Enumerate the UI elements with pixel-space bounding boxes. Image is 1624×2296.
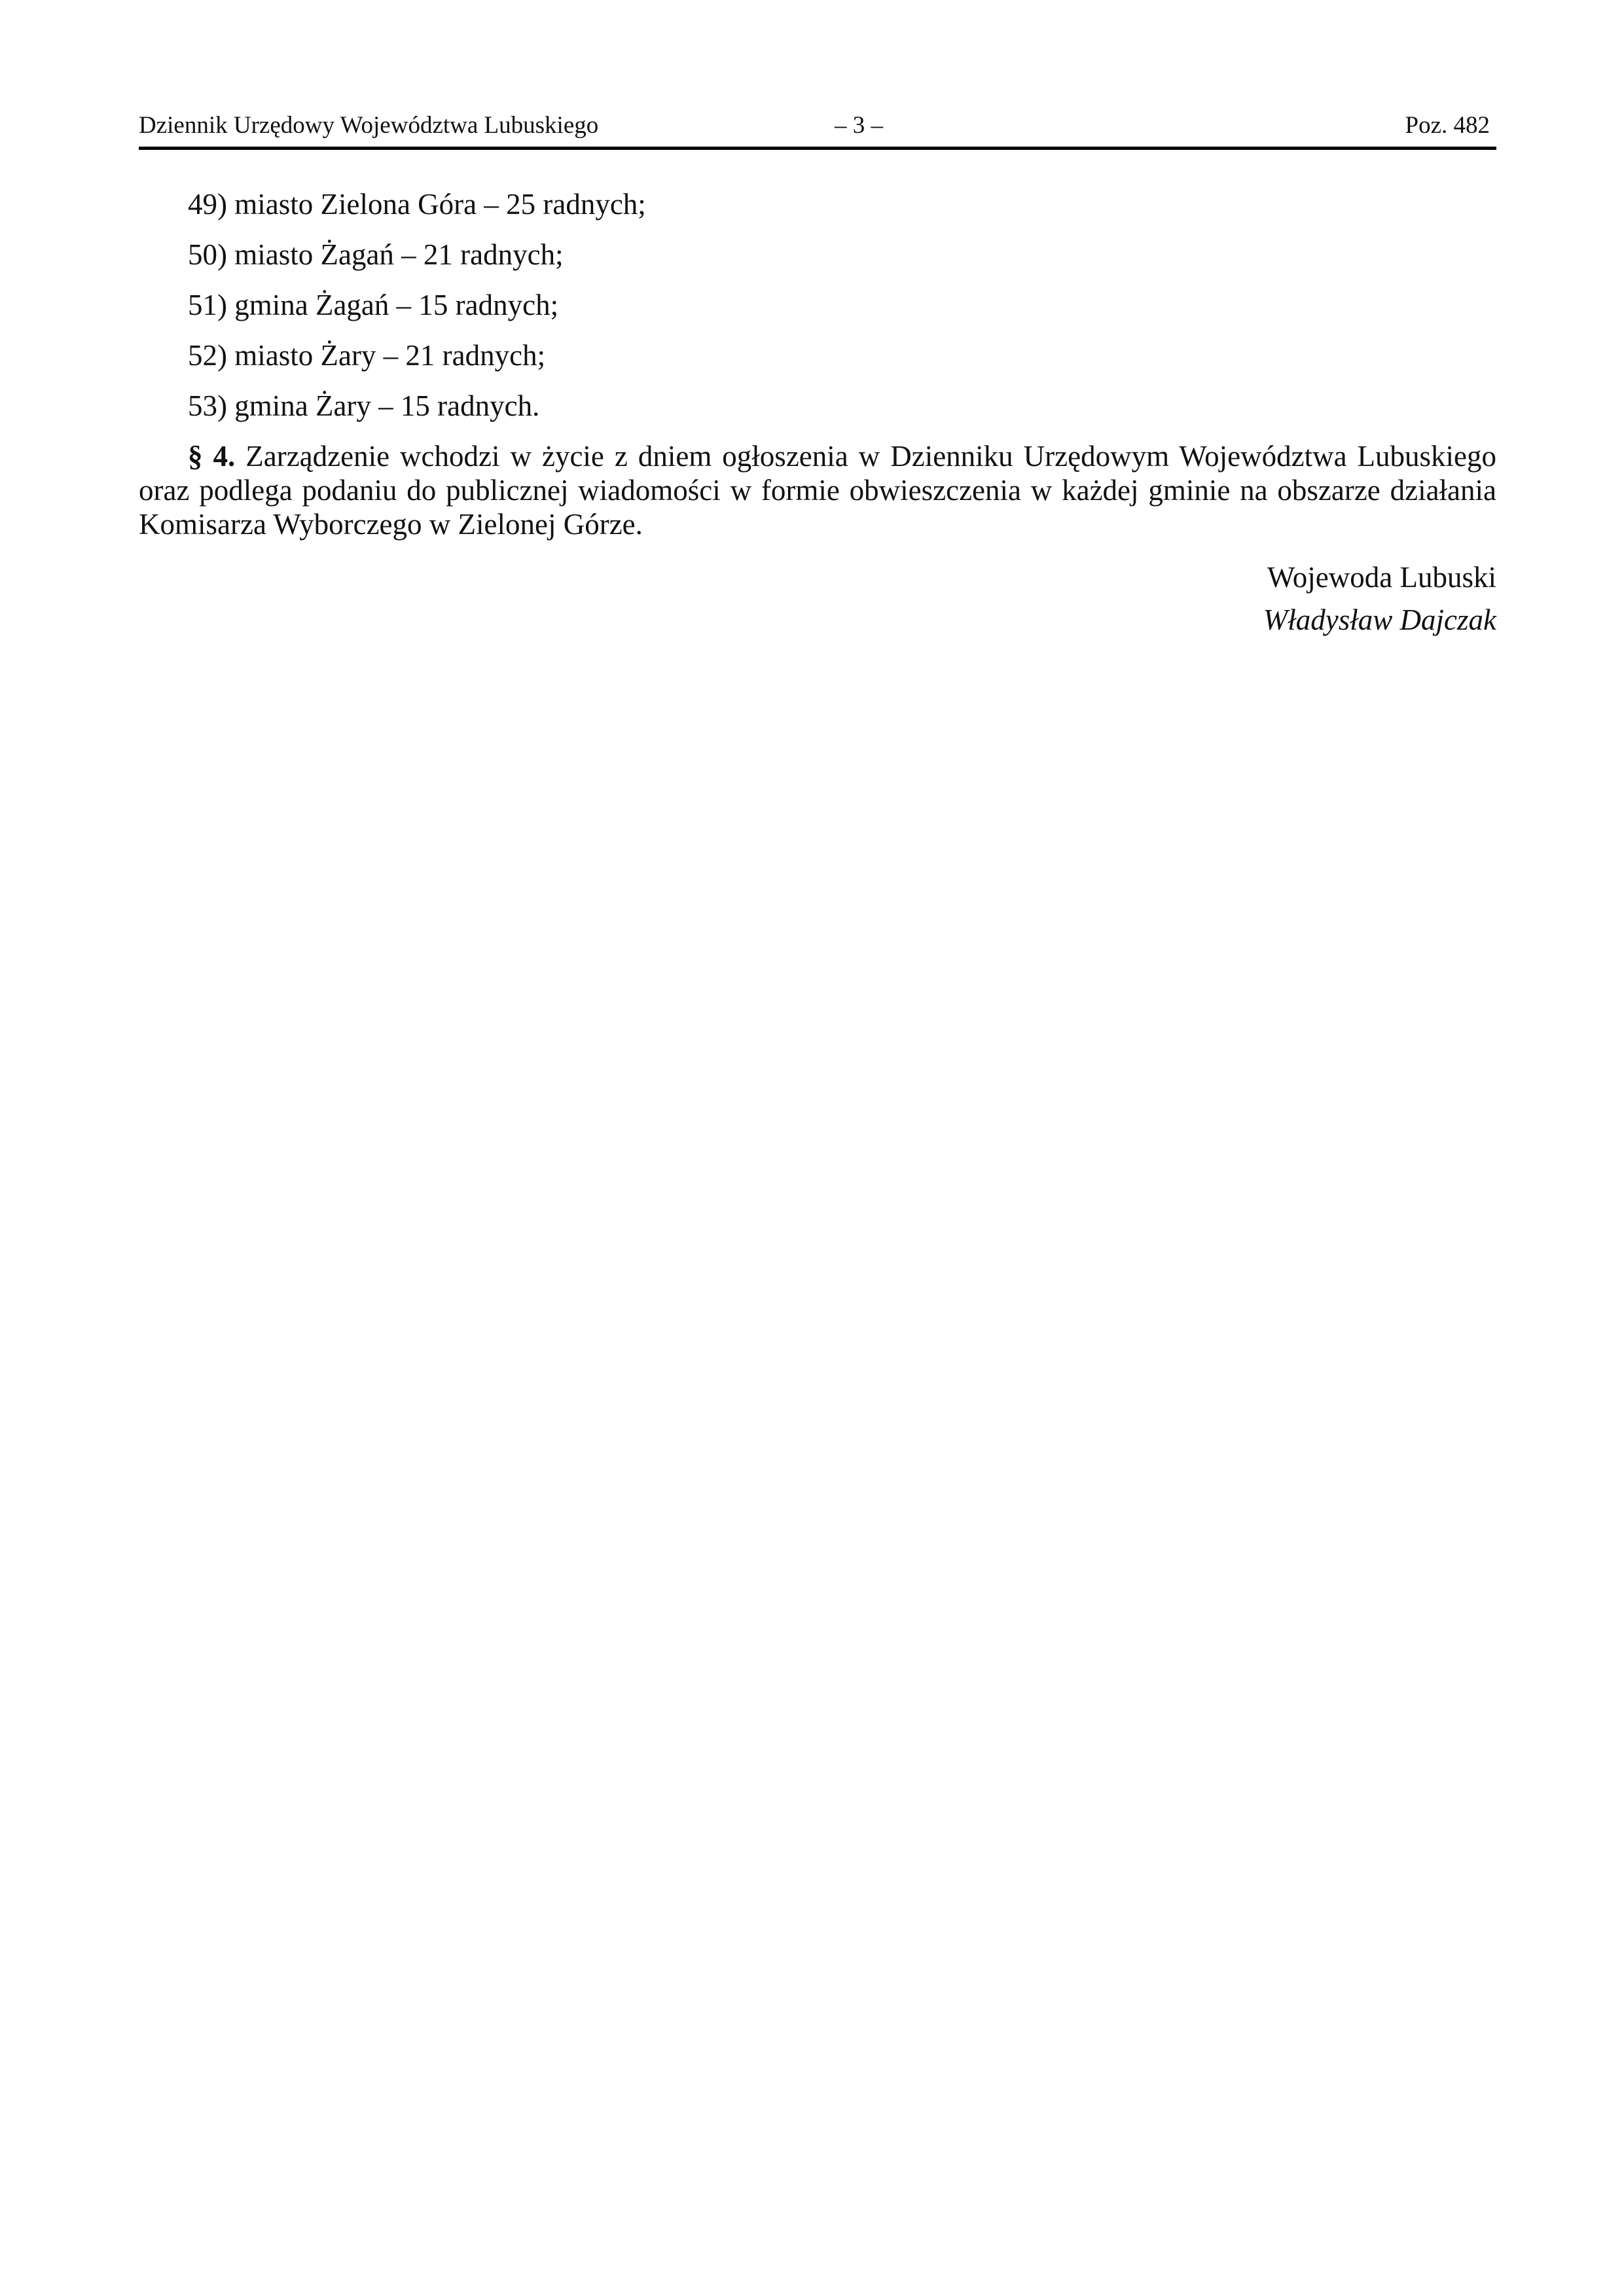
paragraph-text: Zarządzenie wchodzi w życie z dniem ogłoszenia w Dzienniku Urzędowym Województwa Lubuskiego oraz podlega podaniu do publicznej wiadomości w formie obwieszczenia w każdej gminie na obszarze działania Komisarza Wyborczego w Zielonej Górze. bbox=[139, 440, 1497, 541]
page-header bbox=[139, 109, 1496, 143]
list-item: 50) miasto Żagań – 21 radnych; bbox=[188, 238, 564, 271]
page-number: – 3 – bbox=[835, 112, 883, 139]
signature-block bbox=[139, 556, 1496, 641]
header-divider bbox=[139, 147, 1496, 150]
signatory-name: Władysław Dajczak bbox=[1263, 603, 1496, 636]
position-number: Poz. 482 bbox=[1405, 112, 1490, 139]
paragraph-mark: § 4. bbox=[188, 440, 236, 473]
document-body bbox=[139, 187, 1496, 641]
district-list bbox=[139, 187, 1496, 423]
list-item: 51) gmina Żagań – 15 radnych; bbox=[188, 289, 559, 321]
list-item: 52) miasto Żary – 21 radnych; bbox=[188, 339, 546, 372]
paragraph-4 bbox=[139, 439, 1496, 541]
journal-title: Dziennik Urzędowy Województwa Lubuskiego bbox=[139, 112, 599, 139]
signatory-title: Wojewoda Lubuski bbox=[1267, 561, 1496, 594]
list-item: 49) miasto Zielona Góra – 25 radnych; bbox=[188, 188, 646, 221]
list-item: 53) gmina Żary – 15 radnych. bbox=[188, 389, 540, 422]
